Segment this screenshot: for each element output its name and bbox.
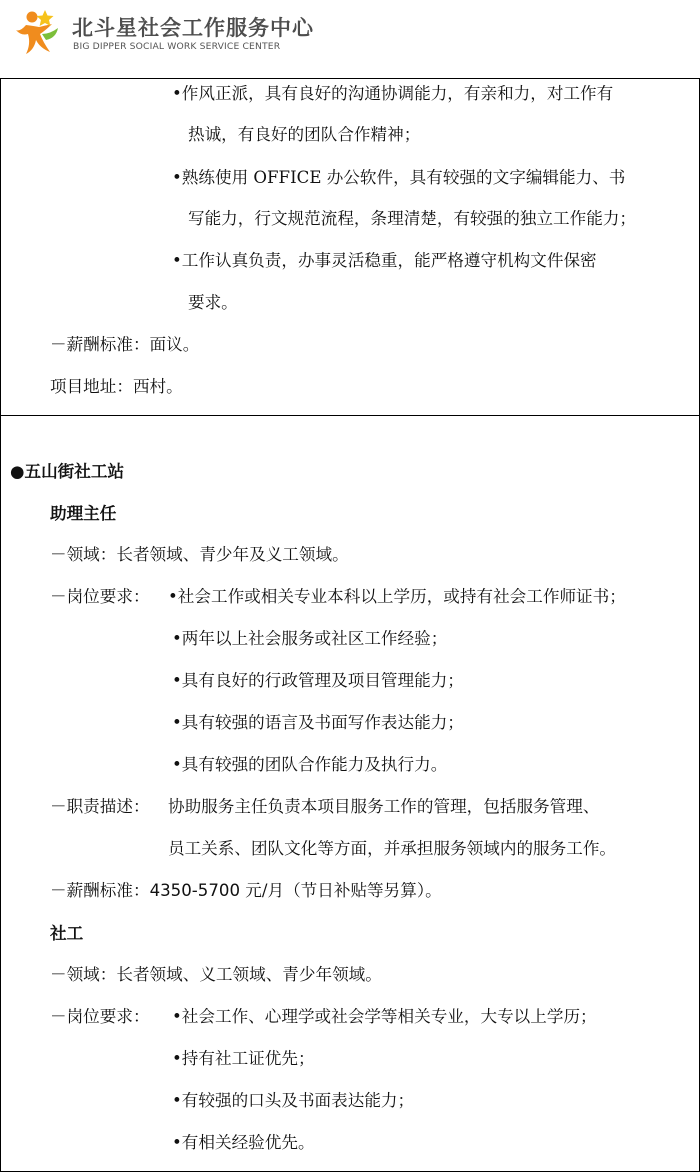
table-left-border xyxy=(0,78,1,1172)
job1-duty-line-1: 协助服务主任负责本项目服务工作的管理，包括服务管理、 xyxy=(168,797,600,816)
requirement-bullet-3-line-1: •工作认真负责，办事灵活稳重，能严格遵守机构文件保密 xyxy=(172,251,597,270)
org-name-cn: 北斗星社会工作服务中心 xyxy=(72,16,314,40)
address-line: 项目地址：西村。 xyxy=(50,377,183,396)
job1-requirement-3: •具有良好的行政管理及项目管理能力； xyxy=(172,671,464,690)
job1-salary-line xyxy=(50,880,442,902)
requirement-bullet-2-line-1: •熟练使用 OFFICE 办公软件，具有较强的文字编辑能力、书 xyxy=(172,168,626,187)
table-top-border xyxy=(0,78,700,79)
job-title-assistant-director: 助理主任 xyxy=(50,503,117,523)
job2-field-line: －领域：长者领域、义工领域、青少年领域。 xyxy=(50,965,382,984)
job2-requirement-2: •持有社工证优先； xyxy=(172,1049,315,1068)
requirement-bullet-2-line-2: 写能力，行文规范流程，条理清楚，有较强的独立工作能力； xyxy=(188,209,637,228)
job1-duty-label: －职责描述： xyxy=(50,797,150,816)
job1-requirement-label: －岗位要求： xyxy=(50,587,150,606)
job2-requirement-3: •有较强的口头及书面表达能力； xyxy=(172,1091,415,1110)
requirement-bullet-1-line-1: •作风正派，具有良好的沟通协调能力，有亲和力，对工作有 xyxy=(172,84,614,103)
job1-requirement-1: •社会工作或相关专业本科以上学历，或持有社会工作师证书； xyxy=(168,587,626,606)
page-header xyxy=(0,0,700,78)
job1-field-line: －领域：长者领域、青少年及义工领域。 xyxy=(50,545,349,564)
job-title-social-worker: 社工 xyxy=(50,923,84,943)
job1-requirement-5: •具有较强的团队合作能力及执行力。 xyxy=(172,755,448,774)
job1-requirement-4: •具有较强的语言及书面写作表达能力； xyxy=(172,713,464,732)
job2-requirement-4: •有相关经验优先。 xyxy=(172,1133,315,1152)
station-heading: ●五山街社工站 xyxy=(10,461,125,481)
requirement-bullet-1-line-2: 热诚，有良好的团队合作精神； xyxy=(188,125,421,144)
requirement-bullet-3-line-2: 要求。 xyxy=(188,293,238,312)
job1-salary-amount: 4350-5700 xyxy=(149,881,241,900)
org-name-en: BIG DIPPER SOCIAL WORK SERVICE CENTER xyxy=(73,41,281,52)
big-dipper-logo-icon xyxy=(12,4,64,58)
job1-duty-line-2: 员工关系、团队文化等方面，并承担服务领域内的服务工作。 xyxy=(168,839,617,858)
salary-line: －薪酬标准：面议。 xyxy=(50,335,200,354)
job1-salary-label: －薪酬标准： xyxy=(50,881,150,900)
job2-requirement-label: －岗位要求： xyxy=(50,1007,150,1026)
table-row-divider xyxy=(0,415,700,416)
job1-requirement-2: •两年以上社会服务或社区工作经验； xyxy=(172,629,448,648)
job2-requirement-1: •社会工作、心理学或社会学等相关专业，大专以上学历； xyxy=(172,1007,597,1026)
job1-salary-rest: 元/月（节日补贴等另算）。 xyxy=(245,881,442,900)
